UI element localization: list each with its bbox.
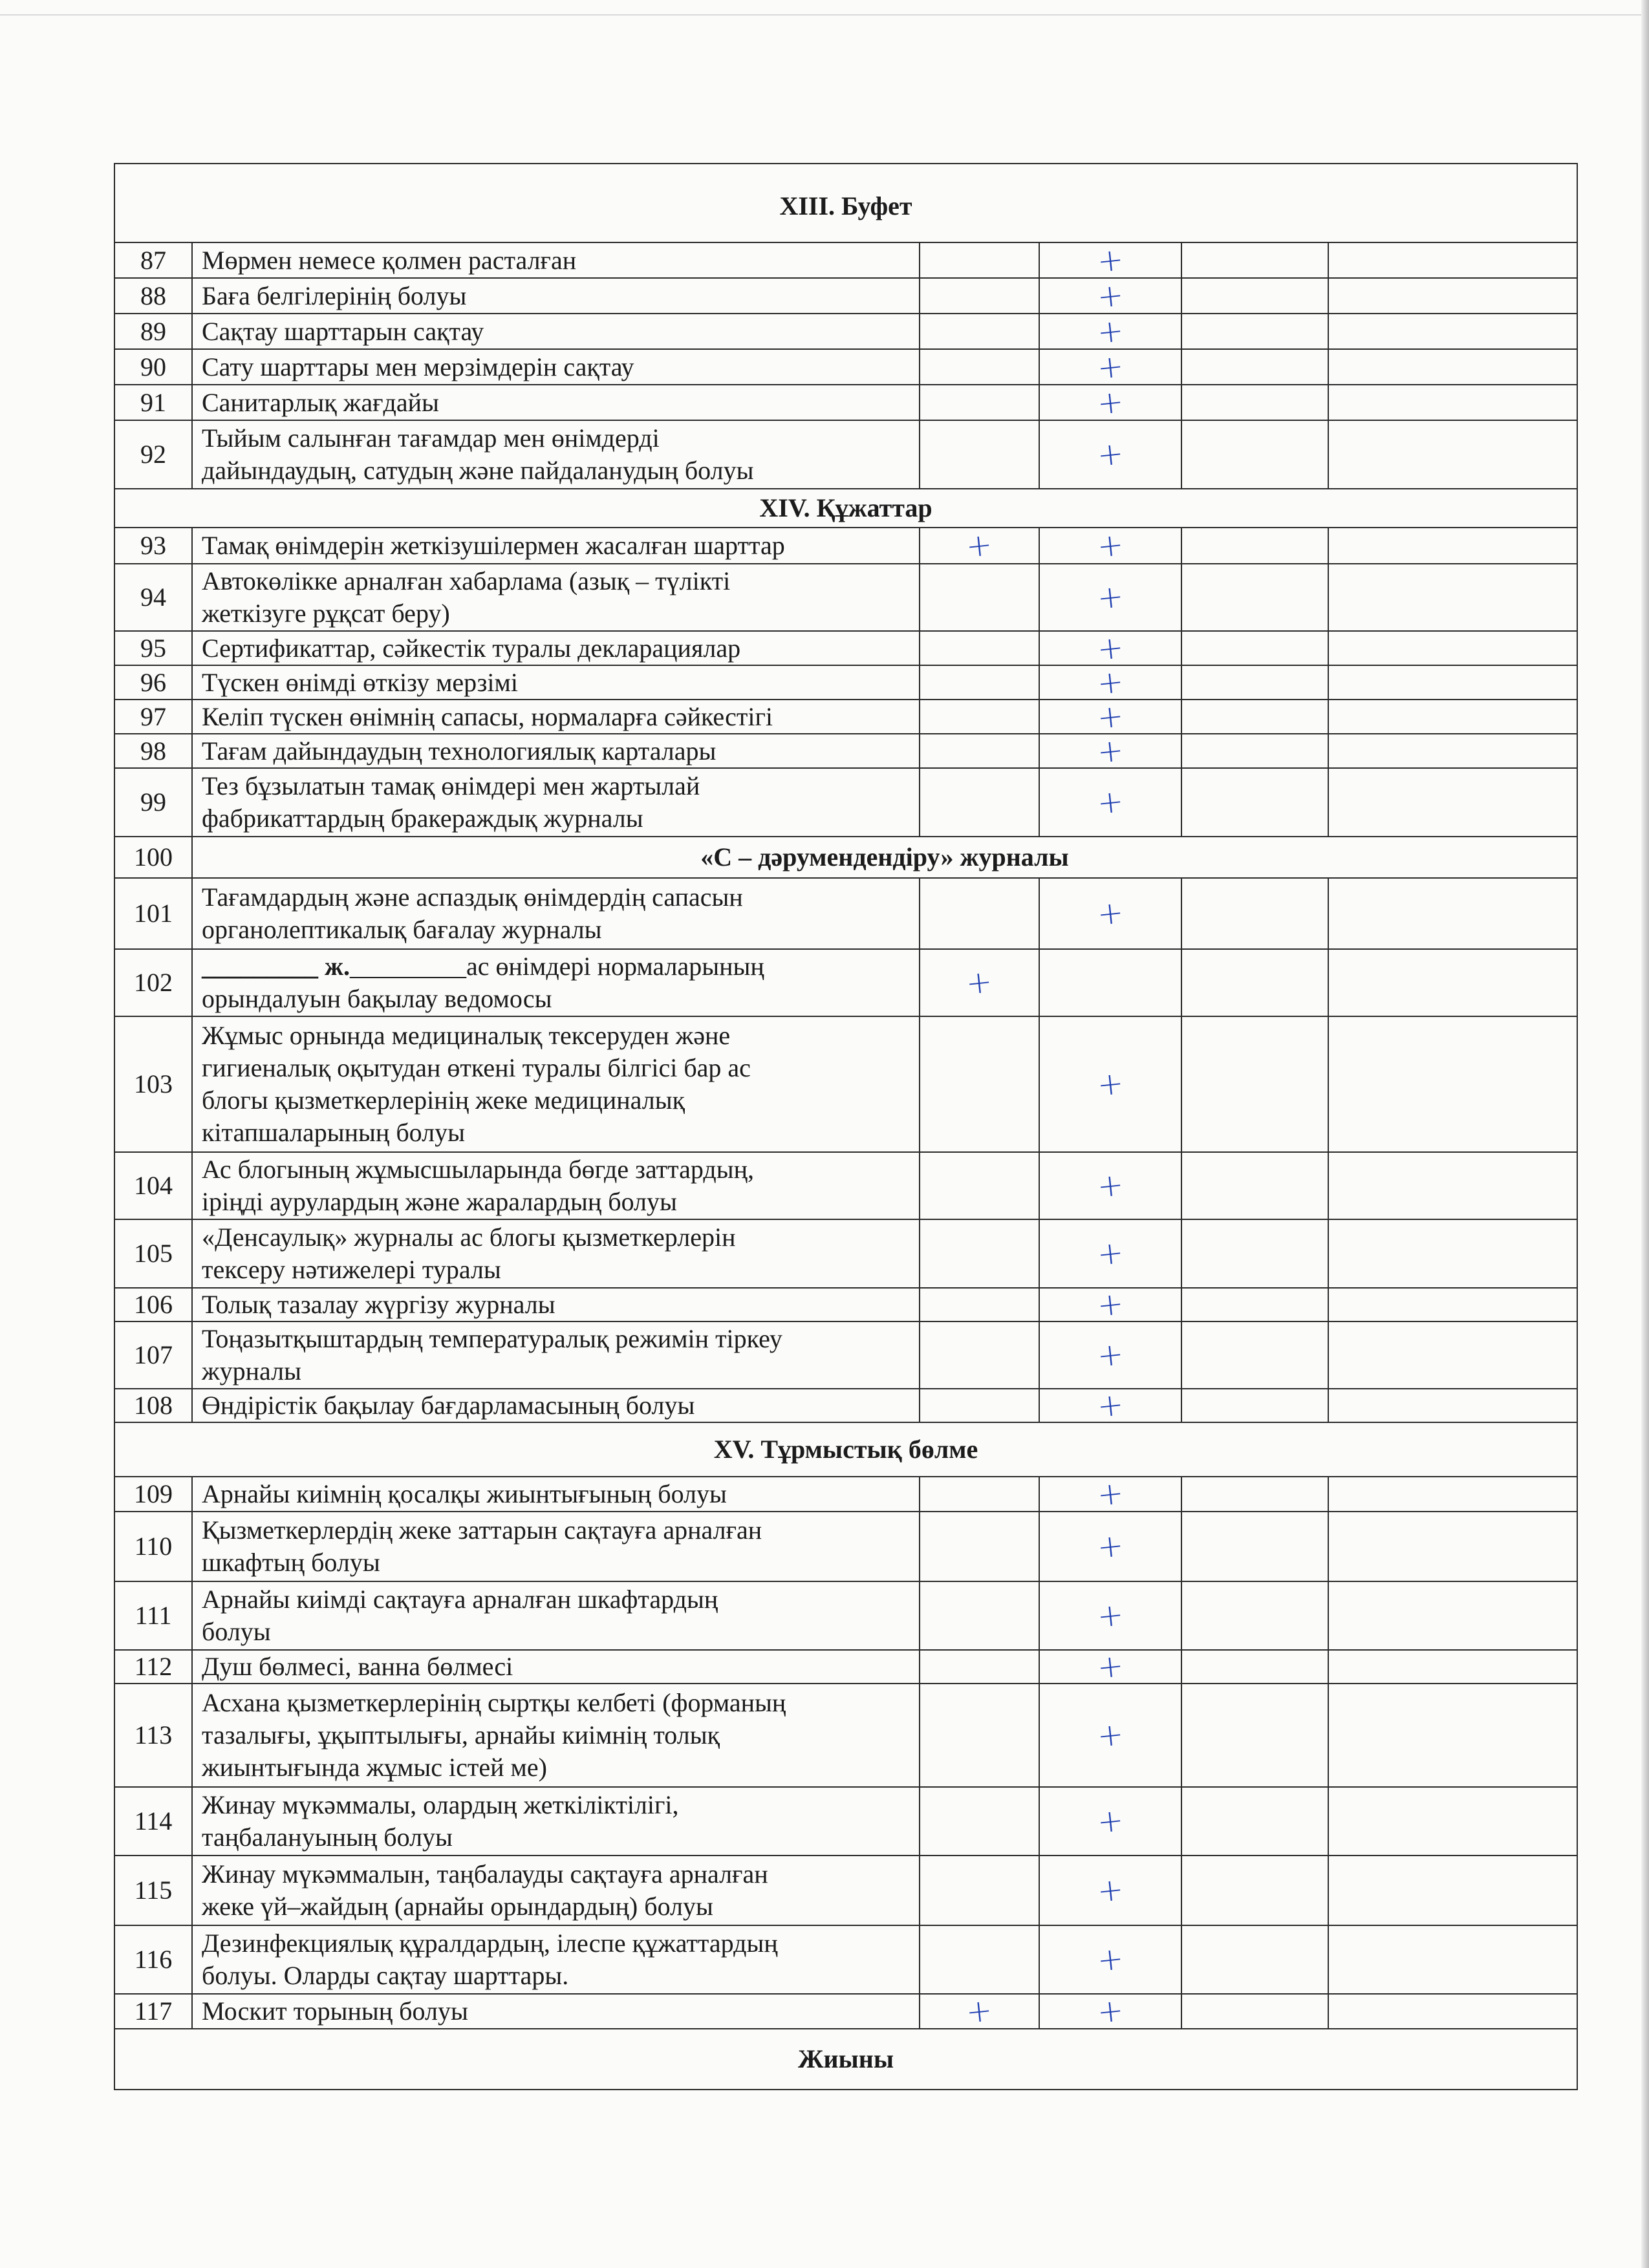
text-line: жеткізуге рұқсат беру) <box>202 599 450 628</box>
mark-col-2: + <box>1039 878 1181 949</box>
mark-col-1 <box>920 1650 1039 1684</box>
criterion-text <box>192 1856 920 1925</box>
table-row <box>114 1512 1577 1581</box>
empty-cell <box>1328 1321 1577 1389</box>
text-line: Қызметкерлердің жеке заттарын сақтауға арналған <box>202 1515 762 1545</box>
mark-col-2: + <box>1039 1219 1181 1288</box>
empty-cell <box>1328 1856 1577 1925</box>
mark-col-1 <box>920 1219 1039 1288</box>
text-line: Тез бұзылатын тамақ өнімдері мен жартылай <box>202 771 700 800</box>
mark-col-1 <box>920 1389 1039 1422</box>
criterion-text: Арнайы киімнің қосалқы жиынтығының болуы <box>192 1477 920 1512</box>
mark-col-1 <box>920 314 1039 349</box>
criterion-text <box>192 878 920 949</box>
empty-cell <box>1181 1650 1328 1684</box>
text-line: жеке үй–жайдың (арнайы орындардың) болуы <box>202 1892 713 1921</box>
row-number: 104 <box>114 1152 192 1219</box>
row-number: 99 <box>114 768 192 837</box>
criterion-text: Өндірістік бақылау бағдарламасының болуы <box>192 1389 920 1422</box>
empty-cell <box>1181 768 1328 837</box>
empty-cell <box>1181 1152 1328 1219</box>
scan-right-edge <box>1641 0 1649 2268</box>
table-row <box>114 1581 1577 1650</box>
mark-col-1 <box>920 665 1039 700</box>
empty-cell <box>1181 1581 1328 1650</box>
text-line: таңбалануының болуы <box>202 1823 453 1852</box>
mark-col-1 <box>920 1321 1039 1389</box>
text-line: блогы қызметкерлерінің жеке медициналық <box>202 1086 685 1115</box>
text-line: болуы. Оларды сақтау шарттары. <box>202 1961 569 1990</box>
criterion-text: Тағам дайындаудың технологиялық карталары <box>192 734 920 768</box>
table-row <box>114 564 1577 631</box>
text-line: тексеру нәтижелері туралы <box>202 1255 501 1284</box>
mark-col-2: + <box>1039 420 1181 489</box>
empty-cell <box>1181 314 1328 349</box>
empty-cell <box>1181 1994 1328 2029</box>
year-abbrev: ж. <box>318 952 350 981</box>
mark-col-1 <box>920 242 1039 278</box>
mark-col-2: + <box>1039 768 1181 837</box>
mark-col-2: + <box>1039 1389 1181 1422</box>
row-number: 106 <box>114 1288 192 1321</box>
row-number: 116 <box>114 1925 192 1994</box>
mark-col-1 <box>920 1016 1039 1152</box>
table-row <box>114 1152 1577 1219</box>
criterion-text: Түскен өнімді өткізу мерзімі <box>192 665 920 700</box>
row-number: 98 <box>114 734 192 768</box>
criterion-text <box>192 1787 920 1856</box>
empty-cell <box>1328 564 1577 631</box>
table-row <box>114 1219 1577 1288</box>
empty-cell <box>1328 734 1577 768</box>
row-number: 108 <box>114 1389 192 1422</box>
summary-row <box>114 2029 1577 2090</box>
row-number: 89 <box>114 314 192 349</box>
empty-cell <box>1181 1512 1328 1581</box>
criterion-text <box>192 1581 920 1650</box>
mark-col-2: + <box>1039 1288 1181 1321</box>
empty-cell <box>1328 1925 1577 1994</box>
mark-col-2: + <box>1039 564 1181 631</box>
text-line: журналы <box>202 1356 301 1385</box>
row-number: 103 <box>114 1016 192 1152</box>
criterion-text: Санитарлық жағдайы <box>192 385 920 420</box>
table-row <box>114 768 1577 837</box>
mark-col-1 <box>920 1581 1039 1650</box>
row-number: 113 <box>114 1684 192 1787</box>
table-row <box>114 1321 1577 1389</box>
mark-col-2: + <box>1039 314 1181 349</box>
mark-col-2: + <box>1039 1650 1181 1684</box>
mark-col-2: + <box>1039 631 1181 665</box>
mark-col-1 <box>920 1477 1039 1512</box>
empty-cell <box>1328 1684 1577 1787</box>
mark-col-1 <box>920 420 1039 489</box>
criterion-text <box>192 1512 920 1581</box>
mark-col-2: + <box>1039 385 1181 420</box>
table-row <box>114 1288 1577 1321</box>
empty-cell <box>1328 1512 1577 1581</box>
text-line: Жинау мүкәммалын, таңбалауды сақтауға арналған <box>202 1859 768 1888</box>
table-row <box>114 700 1577 734</box>
empty-cell <box>1181 1787 1328 1856</box>
table-row <box>114 1856 1577 1925</box>
empty-cell <box>1328 949 1577 1016</box>
row-number: 96 <box>114 665 192 700</box>
text-line: Тоңазытқыштардың температуралық режимін тіркеу <box>202 1324 782 1353</box>
criterion-text: Сату шарттары мен мерзімдерін сақтау <box>192 349 920 385</box>
summary-title: Жиыны <box>114 2029 1577 2090</box>
table-row <box>114 631 1577 665</box>
empty-cell <box>1181 385 1328 420</box>
table-row <box>114 878 1577 949</box>
table-row <box>114 528 1577 564</box>
empty-cell <box>1181 1016 1328 1152</box>
text-line: Дезинфекциялық құралдардың, ілеспе құжаттардың <box>202 1929 778 1958</box>
empty-cell <box>1328 349 1577 385</box>
section-row <box>114 164 1577 242</box>
mark-col-2: + <box>1039 665 1181 700</box>
criterion-text: Москит торының болуы <box>192 1994 920 2029</box>
text-line: Автокөлікке арналған хабарлама (азық – түлікті <box>202 566 731 595</box>
criterion-text <box>192 1684 920 1787</box>
empty-cell <box>1181 278 1328 314</box>
mark-col-2: + <box>1039 1321 1181 1389</box>
mark-col-1 <box>920 1288 1039 1321</box>
criterion-text <box>192 1321 920 1389</box>
text-line: дайындаудың, сатудың және пайдаланудың болуы <box>202 456 754 485</box>
empty-cell <box>1328 278 1577 314</box>
empty-cell <box>1328 314 1577 349</box>
table-row <box>114 1787 1577 1856</box>
empty-cell <box>1181 1321 1328 1389</box>
mark-col-1 <box>920 1684 1039 1787</box>
empty-cell <box>1181 1684 1328 1787</box>
mark-col-1 <box>920 385 1039 420</box>
criterion-text <box>192 564 920 631</box>
table-row <box>114 385 1577 420</box>
empty-cell <box>1181 1856 1328 1925</box>
empty-cell <box>1181 665 1328 700</box>
row-number: 97 <box>114 700 192 734</box>
empty-cell <box>1181 1219 1328 1288</box>
table-row <box>114 665 1577 700</box>
mark-col-1 <box>920 878 1039 949</box>
mark-col-2: + <box>1039 734 1181 768</box>
mark-col-1 <box>920 1856 1039 1925</box>
criterion-text <box>192 1152 920 1219</box>
empty-cell <box>1181 700 1328 734</box>
text-line: тазалығы, ұқыптылығы, арнайы киімнің толық <box>202 1720 720 1749</box>
mark-col-2: + <box>1039 1512 1181 1581</box>
empty-cell <box>1328 242 1577 278</box>
empty-cell <box>1328 700 1577 734</box>
mark-col-2: + <box>1039 278 1181 314</box>
blank-field: _________ <box>202 952 318 981</box>
text-line: органолептикалық бағалау журналы <box>202 915 602 944</box>
mark-col-1 <box>920 768 1039 837</box>
criterion-text: Тамақ өнімдерін жеткізушілермен жасалған шарттар <box>192 528 920 564</box>
text-line: Тыйым салынған тағамдар мен өнімдерді <box>202 423 660 453</box>
text-line: Тағамдардың және аспаздық өнімдердің сапасын <box>202 883 743 912</box>
table-row <box>114 242 1577 278</box>
empty-cell <box>1328 1787 1577 1856</box>
text-line: Арнайы киімді сақтауға арналған шкафтардың <box>202 1585 718 1614</box>
text-line: Жинау мүкәммалы, олардың жеткіліктілігі, <box>202 1790 679 1819</box>
empty-cell <box>1181 631 1328 665</box>
row-number: 90 <box>114 349 192 385</box>
row-number: 94 <box>114 564 192 631</box>
empty-cell <box>1328 1152 1577 1219</box>
mark-col-1 <box>920 349 1039 385</box>
criterion-text <box>192 768 920 837</box>
section-row <box>114 1422 1577 1477</box>
row-number: 102 <box>114 949 192 1016</box>
text-line: Ас блогының жұмысшыларында бөгде заттардың, <box>202 1155 754 1184</box>
section-title: «С – дәрумендендіру» журналы <box>192 837 1577 878</box>
empty-cell <box>1181 949 1328 1016</box>
empty-cell <box>1181 528 1328 564</box>
criterion-text: Сертификаттар, сәйкестік туралы декларациялар <box>192 631 920 665</box>
text-line <box>202 950 910 983</box>
criterion-text <box>192 949 920 1016</box>
row-number: 93 <box>114 528 192 564</box>
mark-col-2: + <box>1039 1925 1181 1994</box>
text-line: болуы <box>202 1617 271 1646</box>
text-line: Жұмыс орнында медициналық тексеруден және <box>202 1021 731 1050</box>
text-line: іріңді аурулардың және жаралардың болуы <box>202 1187 677 1216</box>
criterion-text: Толық тазалау жүргізу журналы <box>192 1288 920 1321</box>
text-line: Асхана қызметкерлерінің сыртқы келбеті (форманың <box>202 1688 786 1717</box>
mark-col-2: + <box>1039 1152 1181 1219</box>
scan-top-edge <box>0 14 1649 16</box>
row-number: 110 <box>114 1512 192 1581</box>
mark-col-2: + <box>1039 1787 1181 1856</box>
row-number: 117 <box>114 1994 192 2029</box>
mark-col-1: + <box>920 949 1039 1016</box>
empty-cell <box>1328 1288 1577 1321</box>
empty-cell <box>1328 1219 1577 1288</box>
text-line: кітапшаларының болуы <box>202 1118 465 1147</box>
mark-col-2: + <box>1039 700 1181 734</box>
section-row <box>114 837 1577 878</box>
mark-col-2: + <box>1039 1684 1181 1787</box>
criterion-text: Сақтау шарттарын сақтау <box>192 314 920 349</box>
mark-col-1 <box>920 1512 1039 1581</box>
row-number: 101 <box>114 878 192 949</box>
table-row <box>114 1684 1577 1787</box>
empty-cell <box>1181 420 1328 489</box>
empty-cell <box>1328 1994 1577 2029</box>
empty-cell <box>1328 631 1577 665</box>
blank-field: _________ <box>350 952 467 981</box>
table-row <box>114 1389 1577 1422</box>
table-row <box>114 949 1577 1016</box>
row-number: 107 <box>114 1321 192 1389</box>
mark-col-1 <box>920 631 1039 665</box>
empty-cell <box>1328 528 1577 564</box>
mark-col-1 <box>920 1152 1039 1219</box>
empty-cell <box>1181 242 1328 278</box>
mark-col-2: + <box>1039 1994 1181 2029</box>
row-number: 92 <box>114 420 192 489</box>
row-number: 88 <box>114 278 192 314</box>
mark-col-2: + <box>1039 1581 1181 1650</box>
section-title: XIV. Құжаттар <box>114 489 1577 528</box>
criterion-text: Келіп түскен өнімнің сапасы, нормаларға сәйкестігі <box>192 700 920 734</box>
mark-col-2 <box>1039 949 1181 1016</box>
section-row <box>114 489 1577 528</box>
empty-cell <box>1328 878 1577 949</box>
mark-col-1 <box>920 1925 1039 1994</box>
mark-col-2: + <box>1039 1016 1181 1152</box>
empty-cell <box>1181 734 1328 768</box>
text-line: фабрикаттардың бракераждық журналы <box>202 804 643 833</box>
empty-cell <box>1328 768 1577 837</box>
empty-cell <box>1181 1925 1328 1994</box>
mark-col-1: + <box>920 528 1039 564</box>
text-line: шкафтың болуы <box>202 1548 380 1577</box>
row-number: 100 <box>114 837 192 878</box>
text-fragment: ас өнімдері нормаларының <box>466 952 764 981</box>
table-row <box>114 1016 1577 1152</box>
row-number: 95 <box>114 631 192 665</box>
row-number: 111 <box>114 1581 192 1650</box>
mark-col-2: + <box>1039 1856 1181 1925</box>
row-number: 87 <box>114 242 192 278</box>
empty-cell <box>1181 1477 1328 1512</box>
table-row <box>114 1650 1577 1684</box>
table-row <box>114 314 1577 349</box>
mark-col-2: + <box>1039 242 1181 278</box>
table-row <box>114 349 1577 385</box>
text-line: орындалуын бақылау ведомосы <box>202 984 552 1013</box>
empty-cell <box>1328 420 1577 489</box>
criterion-text <box>192 420 920 489</box>
mark-col-2: + <box>1039 528 1181 564</box>
empty-cell <box>1181 1288 1328 1321</box>
empty-cell <box>1328 385 1577 420</box>
row-number: 114 <box>114 1787 192 1856</box>
text-line: гигиеналық оқытудан өткені туралы білгісі бар ас <box>202 1053 751 1082</box>
table-row <box>114 1994 1577 2029</box>
row-number: 105 <box>114 1219 192 1288</box>
empty-cell <box>1328 1389 1577 1422</box>
mark-col-2: + <box>1039 1477 1181 1512</box>
criterion-text <box>192 1016 920 1152</box>
table-row <box>114 734 1577 768</box>
empty-cell <box>1181 564 1328 631</box>
empty-cell <box>1181 349 1328 385</box>
table-row <box>114 1925 1577 1994</box>
criterion-text: Мөрмен немесе қолмен расталған <box>192 242 920 278</box>
row-number: 112 <box>114 1650 192 1684</box>
empty-cell <box>1328 1016 1577 1152</box>
table-row <box>114 1477 1577 1512</box>
empty-cell <box>1328 1477 1577 1512</box>
row-number: 91 <box>114 385 192 420</box>
table-row <box>114 420 1577 489</box>
empty-cell <box>1181 1389 1328 1422</box>
mark-col-1 <box>920 1787 1039 1856</box>
empty-cell <box>1181 878 1328 949</box>
section-title: XIII. Буфет <box>114 164 1577 242</box>
criterion-text <box>192 1219 920 1288</box>
mark-col-1 <box>920 700 1039 734</box>
table-row <box>114 278 1577 314</box>
section-title: XV. Тұрмыстық бөлме <box>114 1422 1577 1477</box>
empty-cell <box>1328 1581 1577 1650</box>
empty-cell <box>1328 1650 1577 1684</box>
mark-col-1 <box>920 278 1039 314</box>
text-line: «Денсаулық» журналы ас блогы қызметкерлерін <box>202 1223 736 1252</box>
mark-col-1 <box>920 564 1039 631</box>
row-number: 115 <box>114 1856 192 1925</box>
mark-col-1: + <box>920 1994 1039 2029</box>
criterion-text <box>192 1925 920 1994</box>
row-number: 109 <box>114 1477 192 1512</box>
text-line: жиынтығында жұмыс істей ме) <box>202 1753 547 1782</box>
mark-col-2: + <box>1039 349 1181 385</box>
mark-col-1 <box>920 734 1039 768</box>
checklist-table <box>114 163 1578 2090</box>
criterion-text: Баға белгілерінің болуы <box>192 278 920 314</box>
empty-cell <box>1328 665 1577 700</box>
criterion-text: Душ бөлмесі, ванна бөлмесі <box>192 1650 920 1684</box>
